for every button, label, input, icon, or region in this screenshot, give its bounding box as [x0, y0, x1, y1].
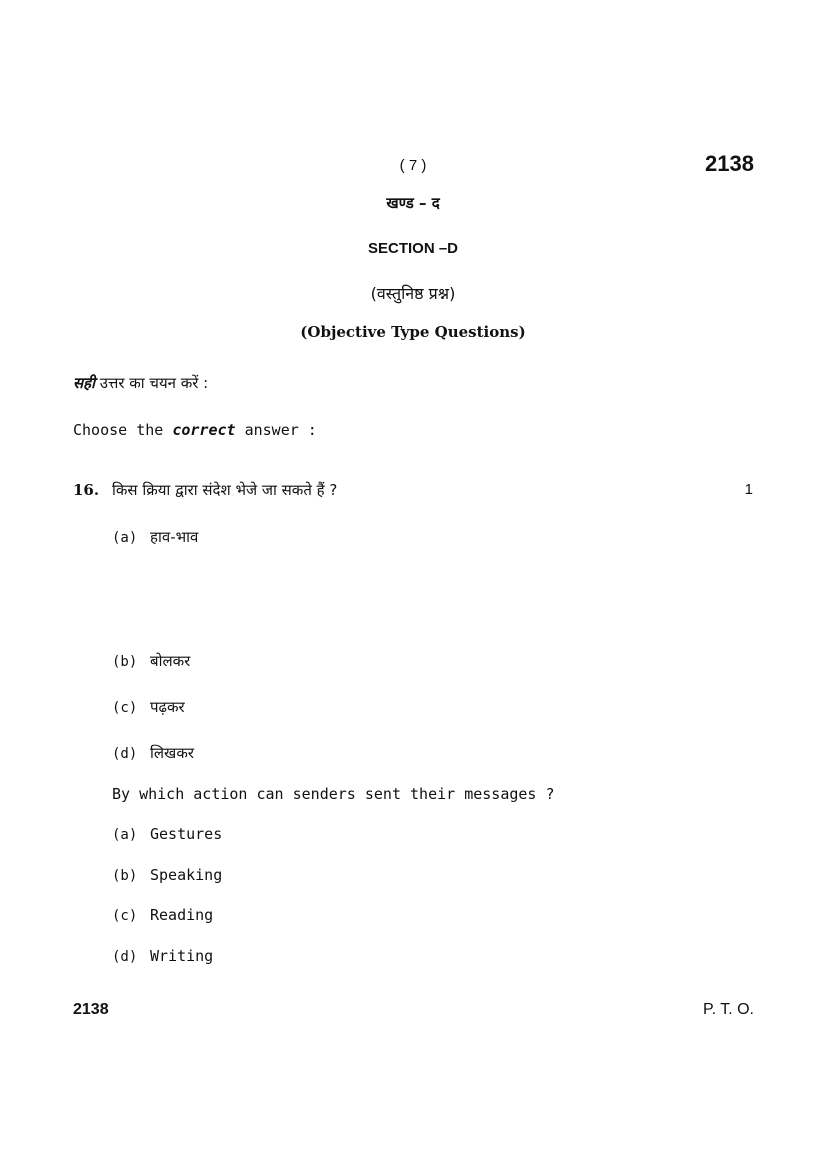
- question-marks: 1: [744, 481, 753, 498]
- option-label: (a): [112, 530, 138, 546]
- section-title-hindi: खण्ड – द: [386, 194, 440, 212]
- question-number: 16.: [73, 481, 100, 499]
- option-english-a: [112, 825, 222, 843]
- option-text: हाव-भाव: [150, 528, 199, 546]
- option-label: (b): [112, 868, 138, 884]
- option-english-d: [112, 947, 213, 965]
- subtitle-hindi: (वस्तुनिष्ठ प्रश्न): [370, 284, 456, 303]
- question-text-hindi: किस क्रिया द्वारा संदेश भेजे जा सकते हैं ?: [112, 481, 338, 499]
- option-label: (b): [112, 654, 138, 670]
- option-text: पढ़कर: [150, 698, 185, 716]
- option-text: Reading: [150, 906, 214, 924]
- option-label: (c): [112, 908, 138, 924]
- option-label: (d): [112, 746, 138, 762]
- option-label: (a): [112, 827, 138, 843]
- option-hindi-d: [112, 743, 194, 763]
- option-english-b: [112, 866, 222, 884]
- page-number: ( 7 ): [399, 157, 427, 174]
- option-hindi-c: [112, 697, 185, 717]
- instruction-english: [73, 421, 317, 439]
- option-text: Gestures: [150, 825, 223, 843]
- question-text-english: By which action can senders sent their messages ?: [112, 785, 555, 803]
- option-label: (d): [112, 949, 138, 965]
- instruction-english-emphasis: correct: [172, 421, 236, 439]
- instruction-hindi-rest: उत्तर का चयन करें :: [95, 374, 209, 392]
- instruction-english-pre: Choose the: [73, 421, 173, 439]
- option-label: (c): [112, 700, 138, 716]
- option-english-c: [112, 906, 213, 924]
- section-title-english: SECTION –D: [367, 240, 458, 257]
- option-hindi-b: [112, 651, 190, 671]
- paper-code-bottom: 2138: [73, 1001, 109, 1018]
- option-text: Speaking: [150, 866, 223, 884]
- subtitle-english: (Objective Type Questions): [300, 323, 526, 341]
- instruction-hindi: [73, 373, 208, 393]
- pto-label: P. T. O.: [703, 1001, 754, 1018]
- option-text: लिखकर: [150, 744, 194, 762]
- instruction-english-post: answer :: [235, 421, 317, 439]
- instruction-hindi-emphasis: सही: [73, 374, 95, 392]
- option-hindi-a: [112, 527, 198, 547]
- paper-code-top: 2138: [705, 151, 754, 176]
- option-text: Writing: [150, 947, 214, 965]
- option-text: बोलकर: [150, 652, 191, 670]
